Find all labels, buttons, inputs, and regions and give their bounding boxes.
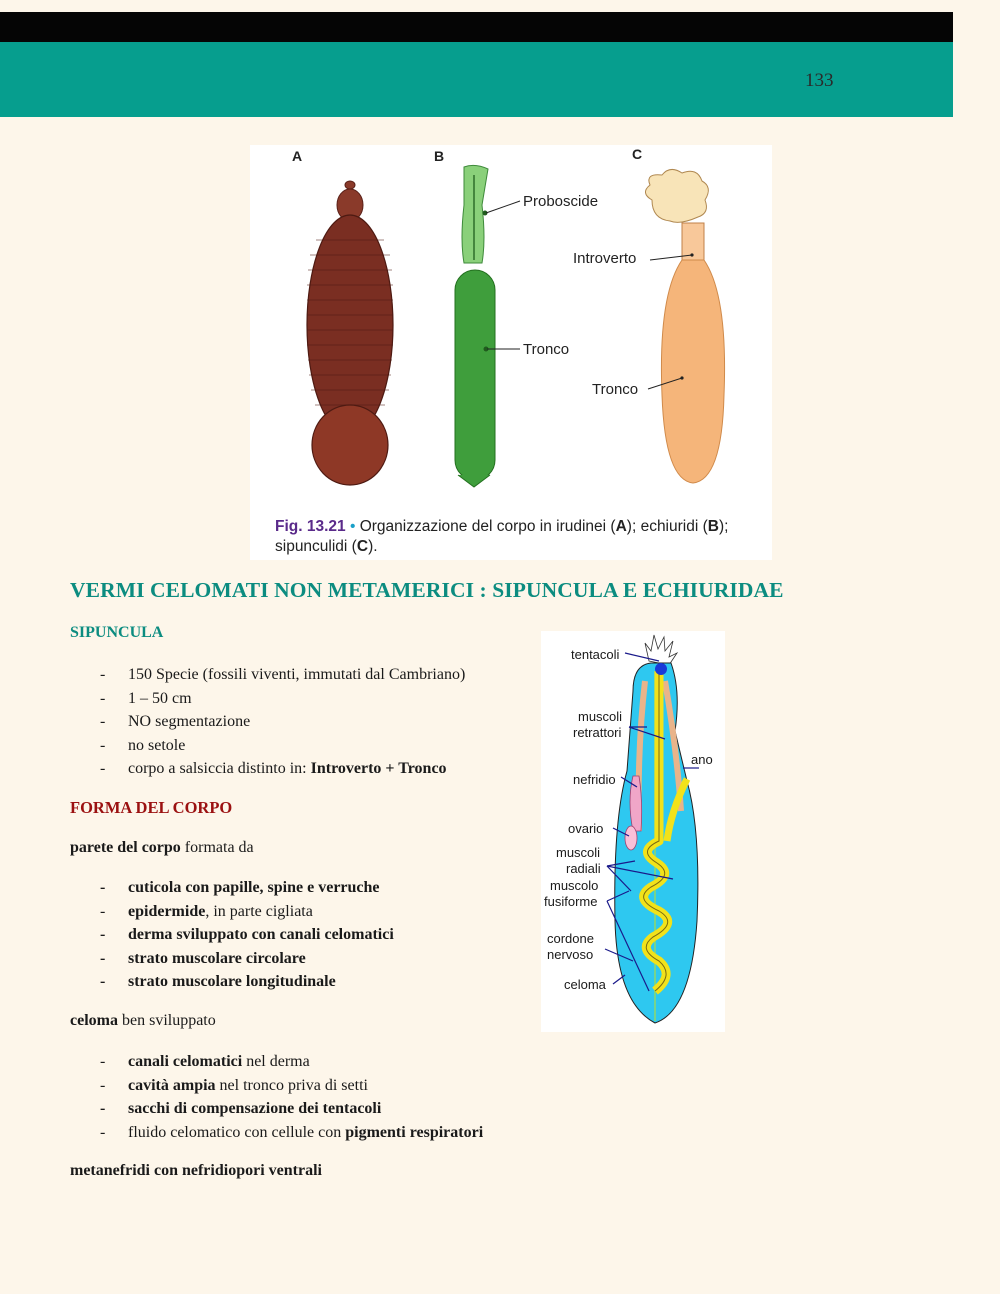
metanefridi-paragraph [70,1162,322,1180]
list-item [70,664,530,688]
list-item-text: nel derma [242,1053,310,1070]
list-item-bold: pigmenti respiratori [345,1123,484,1141]
label-introverto: Introverto [573,250,637,267]
dash-marker: - [100,1123,106,1141]
list-item-bold: strato muscolare circolare [128,949,306,967]
dash-marker: - [100,879,106,896]
metanefridi-bold: metanefridi con nefridiopori ventrali [70,1162,322,1179]
dash-marker: - [100,760,106,777]
label-proboscide: Proboscide [523,193,599,210]
label-ovario: ovario [568,821,604,836]
list-item-text: fluido celomatico con cellule con [128,1123,346,1141]
caption-text: Organizzazione del corpo in irudinei ( [359,518,616,535]
list-item [70,901,530,925]
caption-letter: A [615,518,627,535]
label-nefridio: nefridio [573,772,616,787]
label-muscolo-fusiforme-2: fusiforme [544,894,598,909]
sipunculid-illustration [645,169,724,483]
label-muscolo-fusiforme-1: muscolo [550,878,599,893]
list-item [70,1122,540,1146]
leech-illustration [307,181,393,485]
celoma-bold: celoma [70,1012,118,1029]
panel-letter-c: C [632,146,643,162]
caption-text: ). [368,538,378,555]
dash-marker: - [100,713,106,730]
list-item [70,688,530,712]
list-item [70,1075,540,1099]
celoma-text: ben sviluppato [117,1012,216,1029]
list-item [70,1098,540,1122]
dash-marker: - [100,902,106,920]
dash-marker: - [100,1100,106,1117]
list-item-bold: canali celomatici [128,1053,243,1070]
parete-paragraph [70,839,254,857]
panel-letter-a: A [292,148,303,164]
caption-bullet: • [345,518,360,535]
list-item-bold: sacchi di compensazione dei tentacoli [128,1100,382,1117]
figure-body-organization-drawing [250,145,772,515]
heading-sipuncula: SIPUNCULA [70,624,164,641]
caption-letter: B [707,518,719,535]
label-tronco-c: Tronco [592,381,639,398]
list-item [70,735,530,759]
caption-text: ); echiuridi ( [626,518,708,535]
caption-text: ); sipunculidi ( [275,518,729,555]
list-item-text: , in parte cigliata [205,902,313,920]
list-item-bold: cuticola con papille, spine e verruche [128,879,380,896]
celoma-list [70,1051,540,1145]
figure-body-organization [250,145,772,560]
label-ano: ano [691,752,713,767]
list-item [70,948,530,972]
figure-caption [275,517,753,557]
heading-forma-del-corpo: FORMA DEL CORPO [70,798,233,817]
parete-text: formata da [180,839,254,856]
label-cordone-nervoso-2: nervoso [547,947,594,962]
header-black-band [0,12,953,42]
list-item [70,758,530,782]
list-item [70,971,530,995]
dash-marker: - [100,736,106,754]
list-item-bold: derma sviluppato con canali celomatici [128,926,394,943]
label-muscoli-retrattori-1: muscoli [578,709,623,724]
list-item-bold: cavità ampia [128,1076,216,1094]
list-item-text: NO segmentazione [128,713,251,730]
dash-marker: - [100,949,106,967]
figure-number: Fig. 13.21 [275,518,346,535]
label-tentacoli: tentacoli [571,647,620,662]
caption-letter: C [356,538,369,555]
label-muscoli-retrattori-2: retrattori [573,725,622,740]
sipuncula-list [70,664,530,782]
list-item-text: corpo a salsiccia distinto in: [128,760,311,777]
label-cordone-nervoso-1: cordone [547,931,594,946]
label-celoma: celoma [564,977,606,992]
parete-bold: parete del corpo [70,839,181,856]
list-item [70,1051,540,1075]
list-item [70,924,530,948]
label-muscoli-radiali-2: radiali [566,861,601,876]
echiurid-illustration [455,165,520,487]
label-muscoli-radiali-1: muscoli [556,845,601,860]
parete-list [70,877,530,995]
list-item-bold: Introverto + Tronco [310,760,447,777]
dash-marker: - [100,666,106,683]
list-item-text: 150 Specie (fossili viventi, immutati dal Cambriano) [128,666,466,683]
celoma-paragraph [70,1012,216,1030]
dash-marker: - [100,926,106,943]
list-item-bold: epidermide [128,902,206,920]
list-item-text: nel tronco priva di setti [215,1076,368,1094]
page-number: 133 [805,70,834,91]
panel-letter-b: B [434,148,445,164]
figure-sipunculid-anatomy [541,631,725,1032]
dash-marker: - [100,973,106,990]
list-item [70,711,530,735]
section-title: VERMI CELOMATI NON METAMERICI : SIPUNCULA E ECHIURIDAE [70,578,784,602]
list-item-text: 1 – 50 cm [128,689,192,707]
list-item-bold: strato muscolare longitudinale [128,973,336,990]
dash-marker: - [100,1053,106,1070]
dash-marker: - [100,1076,106,1094]
label-tronco-b: Tronco [523,341,570,358]
list-item-text: no setole [128,736,186,754]
list-item [70,877,530,901]
dash-marker: - [100,689,106,707]
